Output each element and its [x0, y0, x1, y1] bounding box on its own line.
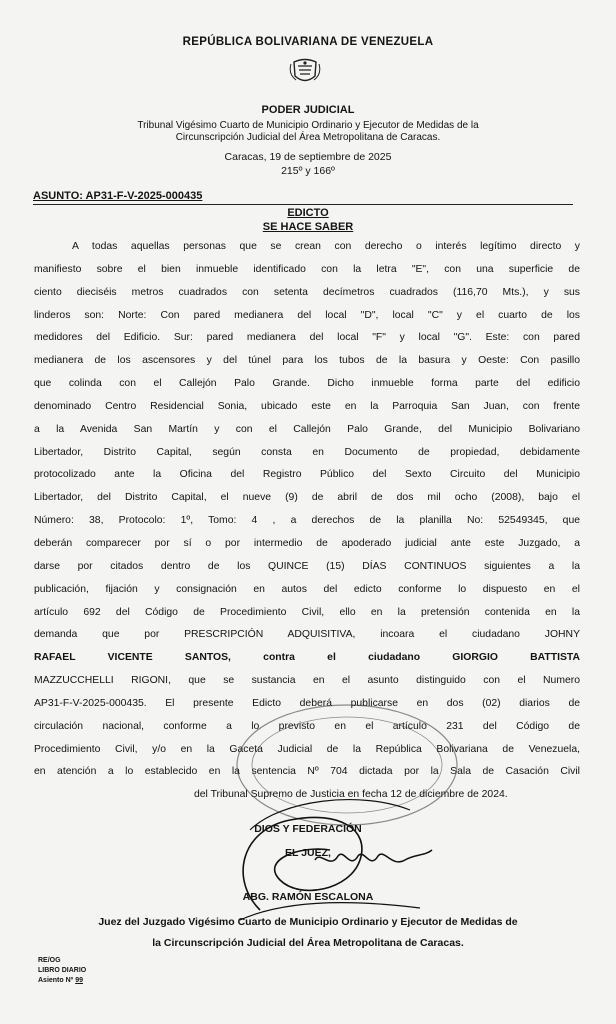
judge-title-line-2: la Circunscripción Judicial del Área Metropolitana de Caracas. — [152, 937, 464, 949]
body-line: Libertador, Distrito Capital, según consta en Documento de propiedad, debidamente — [34, 446, 580, 458]
edict-body — [34, 236, 580, 807]
coat-of-arms-seal — [288, 58, 322, 86]
body-line: protocolizado ante la Oficina del Registro Público del Sexto Circuito del Municipio — [34, 469, 580, 481]
judge-label: EL JUEZ, — [285, 847, 331, 859]
closing-formula: DIOS Y FEDERACIÓN — [254, 823, 362, 835]
body-line: que colinda con el Callejón Palo Grande. Dicho inmueble forma parte del edificio — [34, 378, 580, 390]
body-line: en atención a lo establecido en la sentencia Nº 704 dictada por la Sala de Casación Civil — [34, 766, 580, 778]
edicto-heading — [0, 206, 616, 234]
tribunal-line-2: Circunscripción Judicial del Área Metropolitana de Caracas. — [175, 132, 441, 143]
case-number: ASUNTO: AP31-F-V-2025-000435 — [33, 190, 203, 202]
court-title: PODER JUDICIAL — [261, 104, 355, 116]
body-line: A todas aquellas personas que se crean con derecho o interés legítimo directo y — [72, 241, 580, 252]
body-line: MAZZUCCHELLI RIGONI, que se sustancia en el asunto distinguido con el Numero — [34, 675, 580, 687]
body-line: ciento dieciséis metros cuadrados con setenta decímetros cuadrados (116,70 Mts.), y sus — [34, 286, 580, 298]
years-line: 215º y 166º — [281, 165, 335, 177]
body-line: demanda que por PRESCRIPCIÓN ADQUISITIVA, incoara el ciudadano JOHNY — [34, 629, 580, 641]
body-line: deberán comparecer por sí o por intermedio de apoderado judicial ante este Juzgado, a — [34, 537, 580, 549]
divider-line — [33, 204, 573, 205]
tribunal-name — [0, 120, 616, 144]
body-line: darse por citados dentro de los QUINCE (15) DÍAS CONTINUOS siguientes a la — [34, 560, 580, 572]
body-line: RAFAEL VICENTE SANTOS, contra el ciudadano GIORGIO BATTISTA — [34, 652, 580, 664]
judge-title — [0, 912, 616, 954]
se-hace-saber: SE HACE SABER — [262, 221, 354, 233]
body-line: manifiesto sobre el bien inmueble identificado con la letra "E", con una superficie de — [34, 263, 580, 275]
body-line: medidores del Edificio. Sur: pared medianera del local "F" y local "G". Este: con pared — [34, 332, 580, 344]
body-line: AP31-F-V-2025-000435. El presente Edicto deberá publicarse en dos (02) diarios de — [34, 697, 580, 709]
body-line: Procedimiento Civil, y/o en la Gaceta Judicial de la República Bolivariana de Venezuela, — [34, 743, 580, 755]
body-line: del Tribunal Supremo de Justicia en fecha 12 de diciembre de 2024. — [194, 789, 508, 801]
body-line: publicación, fijación y consignación en autos del edicto conforme lo dispuesto en el — [34, 583, 580, 595]
registry-line-3 — [38, 976, 86, 986]
document-date — [0, 150, 616, 178]
body-line: Número: 38, Protocolo: 1º, Tomo: 4 , a derechos de la planilla No: 52549345, que — [34, 515, 580, 527]
registry-label: Asiento Nº — [38, 977, 74, 984]
body-line: linderos son: Norte: Con pared medianera del local "D", local "C" y el cuarto de los — [34, 309, 580, 321]
body-line: circulación nacional, conforme a lo previsto en el artículo 231 del Código de — [34, 720, 580, 732]
registry-number: 99 — [75, 977, 83, 984]
republic-heading: REPÚBLICA BOLIVARIANA DE VENEZUELA — [182, 36, 434, 48]
registry-line-2: LIBRO DIARIO — [38, 967, 87, 974]
body-line: denominado Centro Residencial Sonia, ubicado este en la Parroquia San Juan, con frente — [34, 400, 580, 412]
registry-note — [38, 956, 86, 986]
edicto-title: EDICTO — [287, 207, 329, 219]
date-line: Caracas, 19 de septiembre de 2025 — [224, 151, 392, 163]
body-line: artículo 692 del Código de Procedimiento Civil, ello en la pretensión contenida en la — [34, 606, 580, 618]
tribunal-line-1: Tribunal Vigésimo Cuarto de Municipio Ordinario y Ejecutor de Medidas de la — [137, 120, 479, 131]
registry-line-1: RE/OG — [38, 957, 61, 964]
body-line: a la Avenida San Martín y con el Callejón Palo Grande, del Municipio Bolivariano — [34, 423, 580, 435]
body-line: Libertador, del Distrito Capital, el nueve (9) de abril de dos mil ocho (2008), bajo el — [34, 492, 580, 504]
judge-name: ABG. RAMÓN ESCALONA — [242, 891, 374, 903]
body-line: medianera de los ascensores y del túnel para los tubos de la basura y Oeste: Con pasillo — [34, 355, 580, 367]
judge-title-line-1: Juez del Juzgado Vigésimo Cuarto de Municipio Ordinario y Ejecutor de Medidas de — [98, 916, 518, 928]
